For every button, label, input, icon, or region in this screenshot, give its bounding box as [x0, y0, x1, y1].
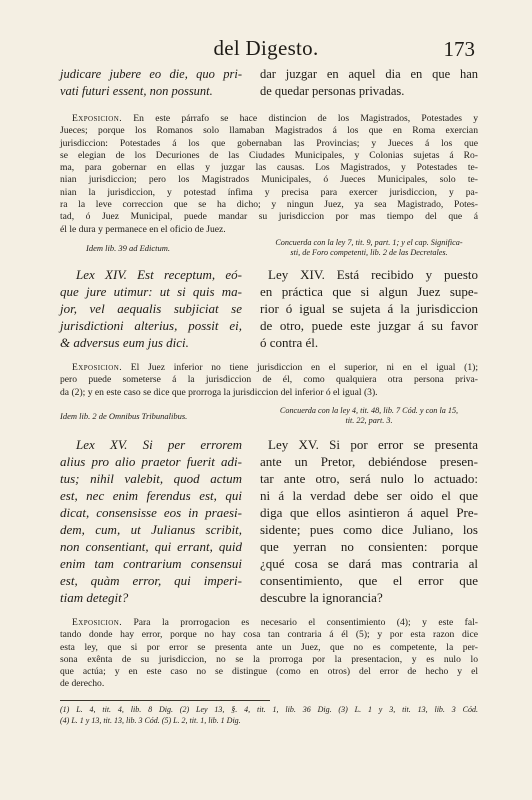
text-line: tando donde hay error, porque no hay cosa tan contraria á él (5); y por esta razon dice: [60, 629, 478, 641]
text-line: tiam detegit?: [60, 590, 129, 605]
text-line: Exposicion. El Juez inferior no tiene jurisdiccion en el superior, ni en el igual (1);: [72, 362, 478, 373]
text-line: est, quàm error, qui imperi-: [60, 573, 242, 588]
text-line: de otro, puede este juzgar á su favor: [260, 318, 478, 333]
text-line: ni á la verdad debe ser oido el que: [260, 488, 478, 503]
text-line: que actúa; y en este caso no se distingue (como en otros) del error de hecho y el: [60, 666, 478, 678]
text-line: Ley XV. Si por error se presenta: [268, 437, 478, 452]
text-line: ma, para gobernar en ellas y juzgar las causas. Los Magistrados, y Potestades te-: [60, 162, 478, 174]
text-line: Exposicion. En este párrafo se hace distincion de los Magistrados, Potestades y: [72, 113, 478, 124]
text-line: jurisdiccion: Potestades á los que gobernaban las Provincias; y Jueces á los que: [60, 137, 478, 149]
text-line: est, nec enim ferendus est, qui: [60, 488, 242, 503]
text-line: tus; nihil valebit, quod actum: [60, 471, 242, 486]
text-line: pero puede someterse á la jurisdiccion de él, como qualquiera otra persona priva-: [60, 374, 478, 386]
footnote-line: (4) L. 1 y 13, tit. 13, lib. 3 Cód. (5) L. 2, tit. 1, lib. 1 Dig.: [60, 715, 241, 725]
text-line: alius pro alio praetor fuerit adi-: [60, 454, 242, 469]
law14-source: Idem lib. 39 ad Edictum.: [86, 243, 171, 253]
text-line: consentimiento, que el error que: [260, 573, 478, 588]
page-number: 173: [443, 37, 475, 61]
exposicion-paragraph-1: [60, 113, 478, 236]
text-line: descubre la ignorancia?: [260, 590, 383, 605]
top-latin-text: [60, 66, 242, 99]
text-line: & adversus eum jus dici.: [60, 335, 189, 350]
text-line: tad, ó Juez Municipal, puede mandar su jurisdiccion por mas tiempo del que á: [60, 211, 478, 223]
text-line: dar juzgar en aquel dia en que han: [260, 67, 478, 81]
text-line: judicare jubere eo die, quo pri-: [60, 67, 242, 81]
text-line: en práctica que si algun Juez supe-: [260, 284, 478, 299]
law15-spanish: [260, 436, 478, 606]
text-line: ó contra él.: [260, 335, 319, 350]
exposicion-label: Exposicion.: [72, 113, 122, 124]
text-line: sti, de Foro competenti, lib. 2 de las Decretales.: [290, 248, 448, 257]
text-line: rior ó igual se sujeta á la jurisdiccion: [260, 301, 478, 316]
text-line: ra la leve correccion que se ha dicho; y ningun Juez, ya sea Magistrado, Potes-: [60, 199, 478, 211]
text-line: Concuerda con la ley 7, tit. 9, part. 1; y el cap. Significa-: [275, 238, 463, 247]
text-line: Ley XIV. Está recibido y puesto: [268, 267, 478, 282]
text-line: sona exênta de su jurisdiccion, no se la prorroga por la presentacion, y es nulo lo: [60, 653, 478, 665]
exposicion-paragraph-2: [60, 362, 478, 399]
text-line: Lex XIV. Est receptum, eó-: [76, 267, 242, 282]
text-line: enim tam contrarium consensui: [60, 556, 242, 571]
footnotes: [60, 705, 478, 726]
law14-concordance: [260, 238, 478, 258]
text-line: esta ley, que si por error se presenta ante un Juez, que no es competente, la per-: [60, 641, 478, 653]
text-line: Jueces; porque los Romanos solo llamaban Magistrados á los que en Roma exercian: [60, 125, 478, 137]
exposicion-label: Exposicion.: [72, 362, 122, 373]
law14-latin: [60, 266, 242, 351]
text-line: tar ante otro, será nulo lo actuado:: [260, 471, 478, 486]
law15-source: Idem lib. 2 de Omnibus Tribunalibus.: [60, 411, 188, 421]
law15-concordance: [260, 406, 478, 426]
text-line: él le dura y permanece en el oficio de Juez.: [60, 223, 226, 235]
text-line: nian la jurisdiccion, y potestad ínfima y precisa para exercer jurisdiccion, y pa-: [60, 186, 478, 198]
text-line: Concuerda con la ley 4, tit. 48, lib. 7 Cód. y con la 15,: [279, 406, 459, 415]
text-line: Exposicion. Para la prorrogacion es necesario el consentimiento (4); y este fal-: [72, 617, 478, 628]
text-line: non consentiant, qui errant, quid: [60, 539, 242, 554]
text-line: ante un Pretor, debiéndose presen-: [260, 454, 478, 469]
running-title: del Digesto.: [213, 36, 319, 60]
top-spanish-text: [260, 66, 478, 99]
text-line: ¿qué cosa se dará mas contraria al: [260, 556, 478, 571]
text-line: dem, cum, ut Julianus scribit,: [60, 522, 242, 537]
text-line: da (2); y en este caso se dice que prorroga la jurisdiccion del inferior ó el igual (3).: [60, 386, 378, 398]
text-line: vati futuri essent, non possunt.: [60, 83, 213, 98]
text-line: sidente; pues como dice Juliano, los: [260, 522, 478, 537]
text-line: nian jurisdiccion; pero los Magistrados Municipales, ó Jueces Municipales, solo te-: [60, 174, 478, 186]
text-line: que yerran no consienten: porque: [260, 539, 478, 554]
text-line: de quedar personas privadas.: [260, 83, 405, 98]
law14-spanish: [260, 266, 478, 351]
law15-latin: [60, 436, 242, 606]
text-line: que jure utimur: ut si quis ma-: [60, 284, 242, 299]
text-line: diga que ellos asintieron á aquel Pre-: [260, 505, 478, 520]
text-line: Lex XV. Si per errorem: [76, 437, 242, 452]
footnote-divider: [60, 700, 270, 701]
exposicion-paragraph-3: [60, 617, 478, 691]
text-line: de derecho.: [60, 678, 105, 690]
text-line: se elegian de los Decuriones de las Ciudades Municipales, y Colonias sujetas á Ro-: [60, 149, 478, 161]
text-line: jurisdictioni alterius, possit ei,: [60, 318, 242, 333]
text-line: jor, vel aequalis subjiciat se: [60, 301, 242, 316]
text-line: tit. 22, part. 3.: [345, 416, 393, 425]
text-line: dicat, consensisse eos in praesi-: [60, 505, 242, 520]
footnote-line: (1) L. 4, tit. 4, lib. 8 Dig. (2) Ley 13, §. 4, tit. 1, lib. 36 Dig. (3) L. 1 y 3, tit. 13, lib. 3 Cód.: [60, 705, 478, 714]
exposicion-label: Exposicion.: [72, 617, 122, 628]
